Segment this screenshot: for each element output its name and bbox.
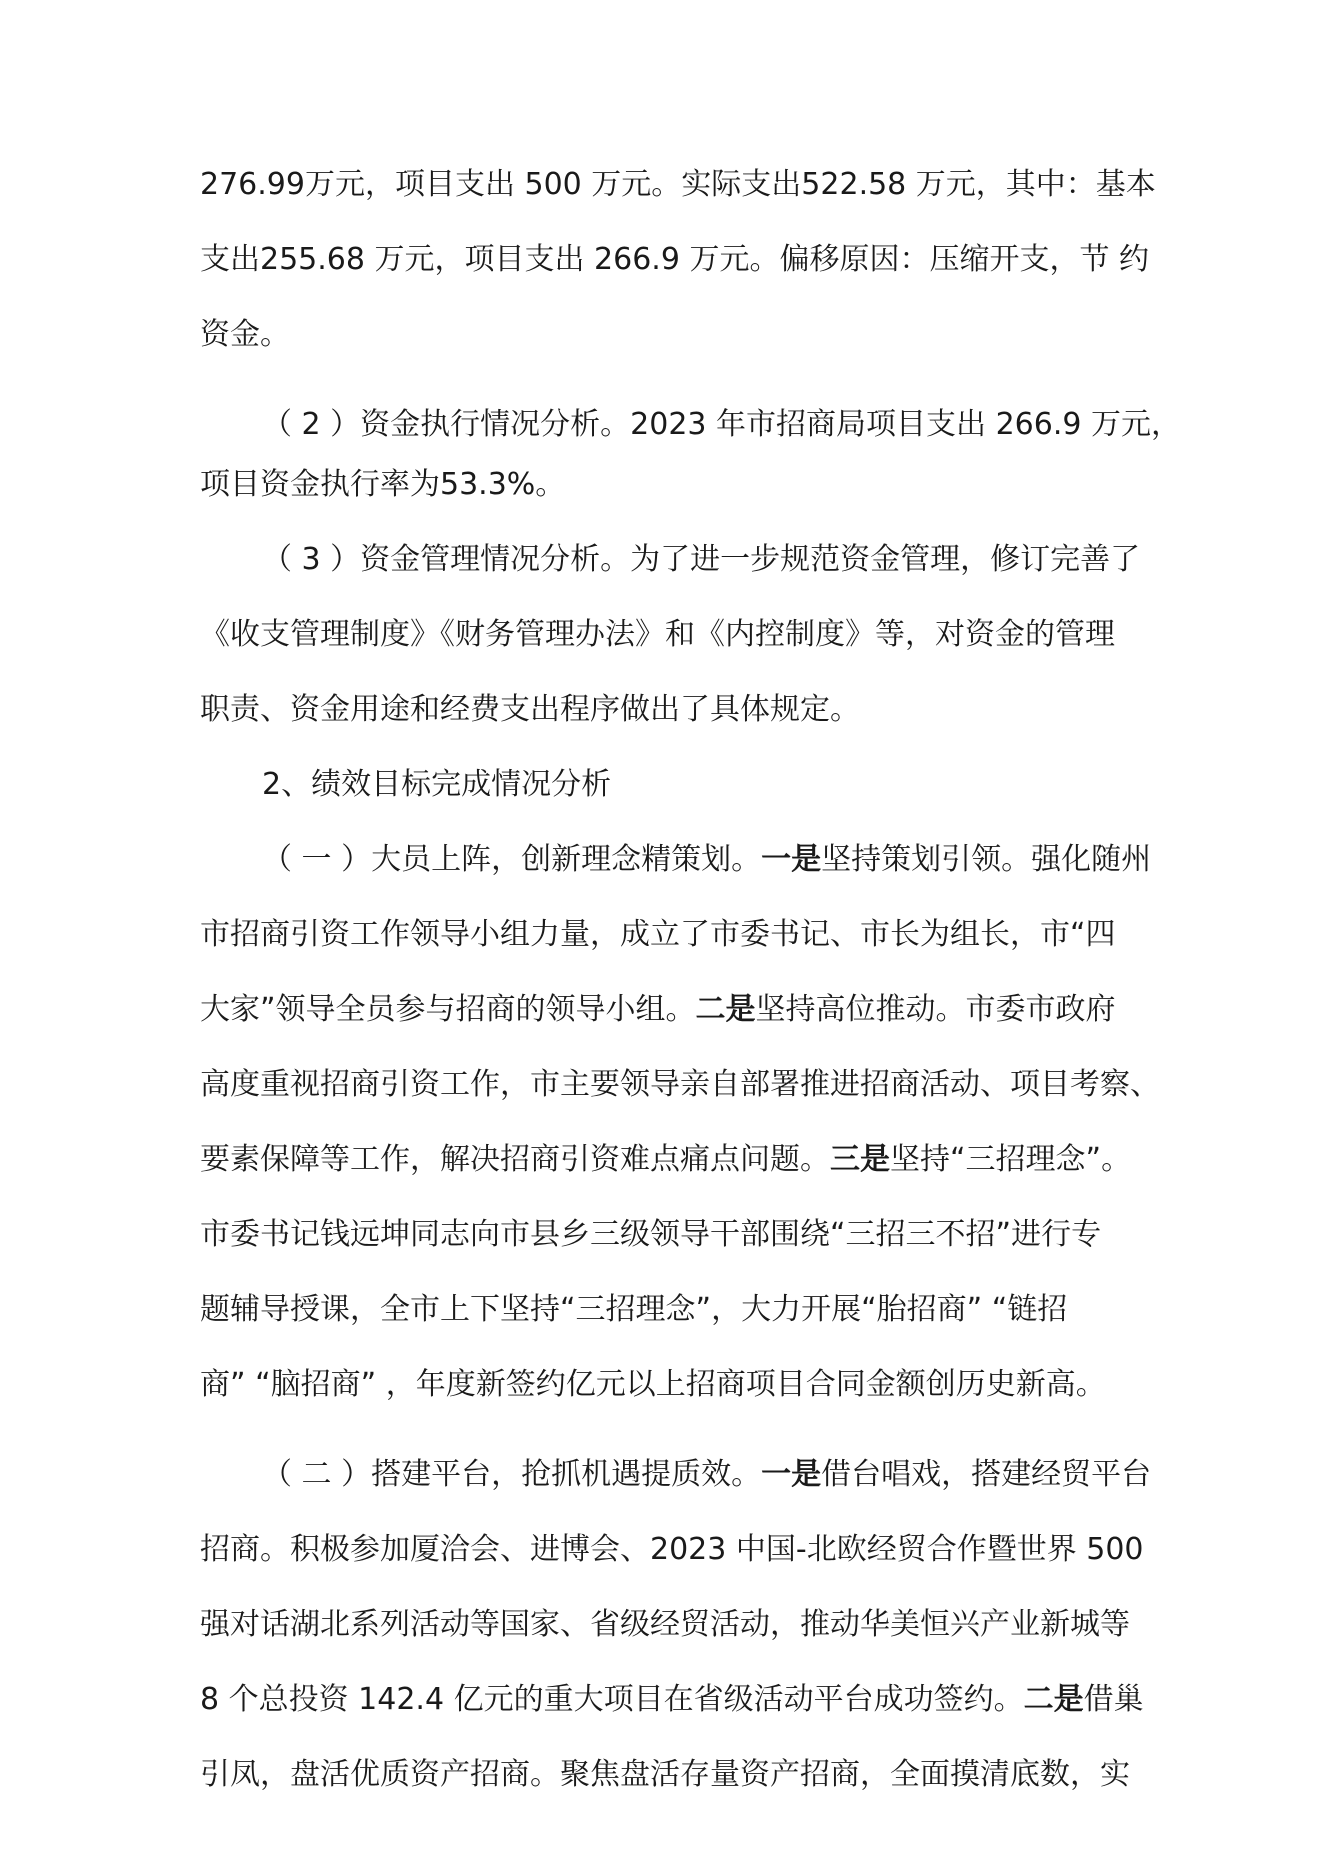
text-line: 职责、资金用途和经费支出程序做出了具体规定。 — [200, 692, 860, 727]
text-line: 强对话湖北系列活动等国家、省级经贸活动，推动华美恒兴产业新城等 — [200, 1607, 1130, 1642]
text-line: 招商。积极参加厦洽会、进博会、2023 中国-北欧经贸合作暨世界 500 — [200, 1532, 1144, 1567]
text-line: （ 二 ）搭建平台，抢抓机遇提质效。一是借台唱戏，搭建经贸平台 — [262, 1457, 1152, 1492]
text-line: 276.99万元，项目支出 500 万元。实际支出522.58 万元，其中：基本 — [200, 167, 1156, 202]
text-line: （ 一 ）大员上阵，创新理念精策划。一是坚持策划引领。强化随州 — [262, 842, 1152, 877]
text-line: （ 2 ）资金执行情况分析。2023 年市招商局项目支出 266.9 万元， — [262, 407, 1181, 442]
text-line: 8 个总投资 142.4 亿元的重大项目在省级活动平台成功签约。二是借巢 — [200, 1682, 1144, 1717]
text-line: 资金。 — [200, 317, 290, 352]
text-line: 要素保障等工作，解决招商引资难点痛点问题。三是坚持“三招理念”。 — [200, 1142, 1132, 1177]
text-line: 引凤，盘活优质资产招商。聚焦盘活存量资产招商，全面摸清底数，实 — [200, 1757, 1130, 1792]
emphasis: 二是 — [1023, 1682, 1084, 1717]
text-line: （ 3 ）资金管理情况分析。为了进一步规范资金管理，修订完善了 — [262, 542, 1141, 577]
text-line: 项目资金执行率为53.3%。 — [200, 467, 566, 502]
text-line: 商” “脑招商” ，年度新签约亿元以上招商项目合同金额创历史新高。 — [200, 1367, 1106, 1402]
text-line: 市委书记钱远坤同志向市县乡三级领导干部围绕“三招三不招”进行专 — [200, 1217, 1102, 1252]
emphasis: 二是 — [695, 992, 756, 1027]
text-line: 《收支管理制度》《财务管理办法》和《内控制度》等，对资金的管理 — [200, 617, 1115, 652]
emphasis: 一是 — [761, 1457, 822, 1492]
emphasis: 三是 — [830, 1142, 890, 1177]
text-line: 大家”领导全员参与招商的领导小组。二是坚持高位推动。市委市政府 — [200, 992, 1116, 1027]
text-line: 高度重视招商引资工作，市主要领导亲自部署推进招商活动、项目考察、 — [200, 1067, 1160, 1102]
text-line: 市招商引资工作领导小组力量，成立了市委书记、市长为组长，市“四 — [200, 917, 1116, 952]
emphasis: 一是 — [761, 842, 822, 877]
section-heading: 2、绩效目标完成情况分析 — [262, 767, 612, 802]
text-line: 支出255.68 万元，项目支出 266.9 万元。偏移原因：压缩开支，节 约 — [200, 242, 1149, 277]
text-line: 题辅导授课，全市上下坚持“三招理念”，大力开展“胎招商” “链招 — [200, 1292, 1068, 1327]
